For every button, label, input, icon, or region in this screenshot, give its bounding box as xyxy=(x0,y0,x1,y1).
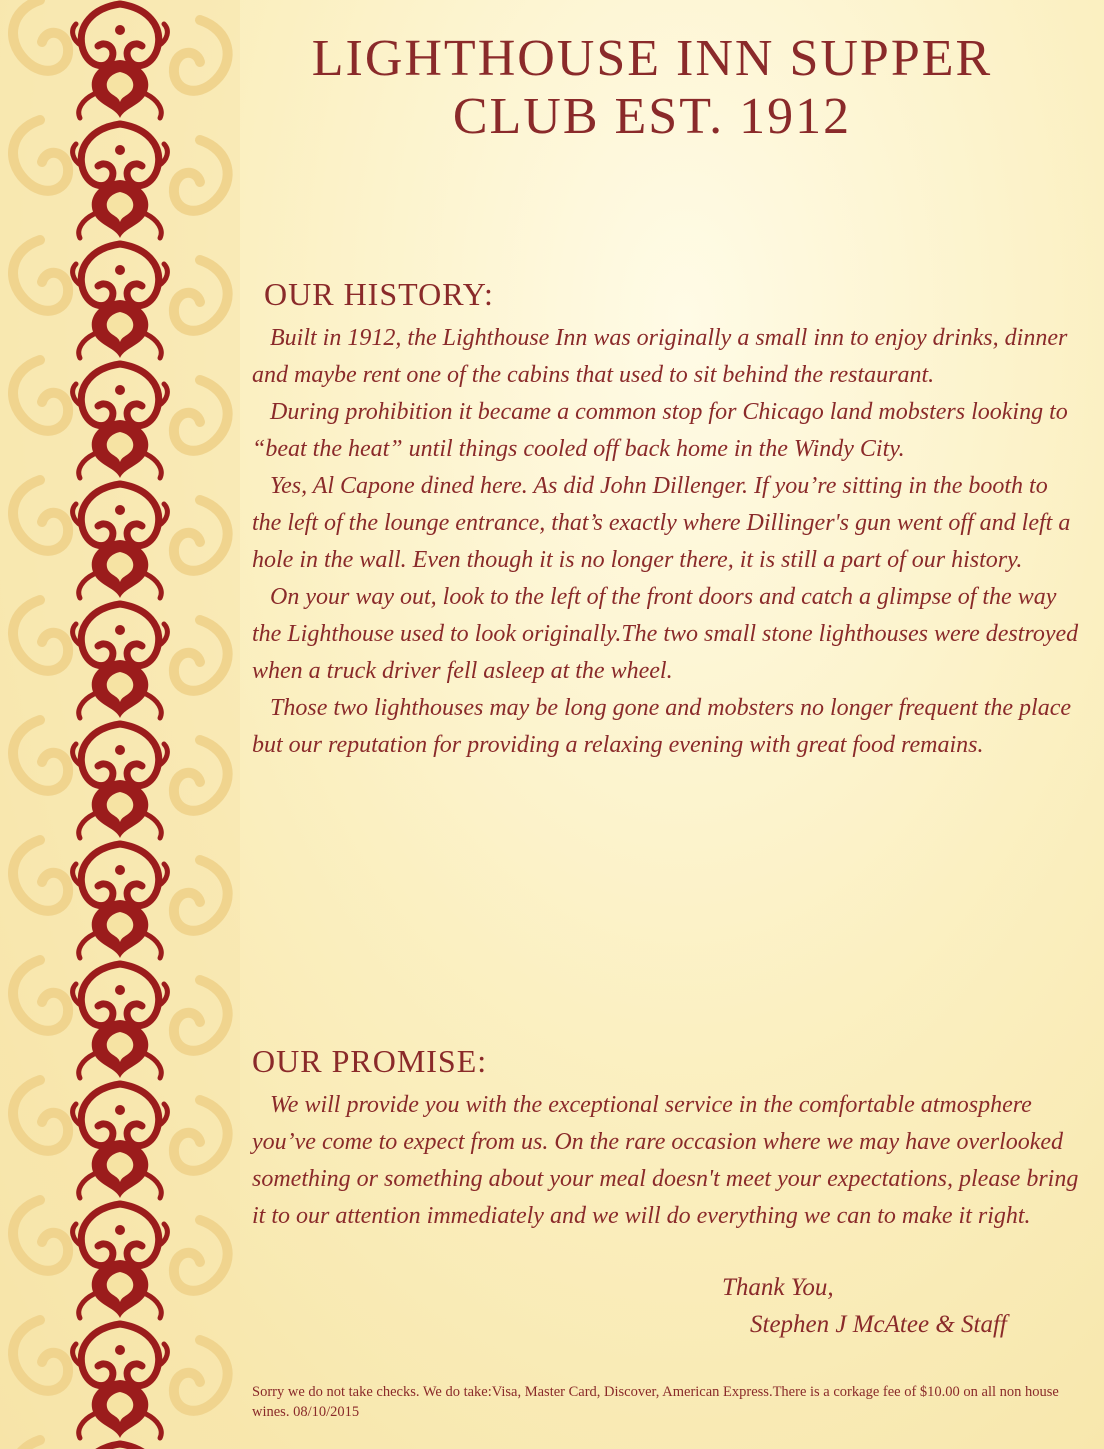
menu-content xyxy=(252,0,1082,1449)
promise-heading: OUR PROMISE: xyxy=(252,1043,488,1079)
history-heading: OUR HISTORY: xyxy=(264,276,494,312)
history-paragraph: During prohibition it became a common stop for Chicago land mobsters looking to “beat the heat” until things cooled off back home in the Windy City. xyxy=(252,399,1068,462)
payment-note: Sorry we do not take checks. We do take:Visa, Master Card, Discover, American Express.There is a corkage fee of $10.00 on all non house wines. 08/10/2015 xyxy=(252,1384,1059,1420)
title-line-2: CLUB EST. 1912 xyxy=(452,88,852,145)
promise-paragraph: We will provide you with the exceptional service in the comfortable atmosphere you’ve come to expect from us. On the rare occasion where we may have overlooked something or something about your meal doesn't meet your expectations, please bring it to our attention immediately and we will do everything we can to make it right. xyxy=(252,1092,1079,1229)
history-body xyxy=(252,320,1080,764)
ornamental-border-icon xyxy=(0,0,240,1449)
signoff-name: Stephen J McAtee & Staff xyxy=(750,1311,1007,1338)
title-line-1: LIGHTHOUSE INN SUPPER xyxy=(311,30,993,87)
restaurant-title xyxy=(252,30,1052,146)
promise-body xyxy=(252,1087,1080,1235)
signoff-thanks: Thank You, xyxy=(722,1274,834,1301)
history-paragraph: Built in 1912, the Lighthouse Inn was originally a small inn to enjoy drinks, dinner and maybe rent one of the cabins that used to sit behind the restaurant. xyxy=(252,325,1068,388)
signoff xyxy=(722,1269,1007,1343)
history-paragraph: Those two lighthouses may be long gone and mobsters no longer frequent the place but our reputation for providing a relaxing evening with great food remains. xyxy=(252,695,1072,758)
history-paragraph: On your way out, look to the left of the front doors and catch a glimpse of the way the Lighthouse used to look originally.The two small stone lighthouses were destroyed when a truck driver fell asleep at the wheel. xyxy=(252,584,1079,684)
history-paragraph: Yes, Al Capone dined here. As did John Dillenger. If you’re sitting in the booth to the left of the lounge entrance, that’s exactly where Dillinger's gun went off and left a hole in the wall. Even though it is no longer there, it is still a part of our history. xyxy=(252,473,1071,573)
